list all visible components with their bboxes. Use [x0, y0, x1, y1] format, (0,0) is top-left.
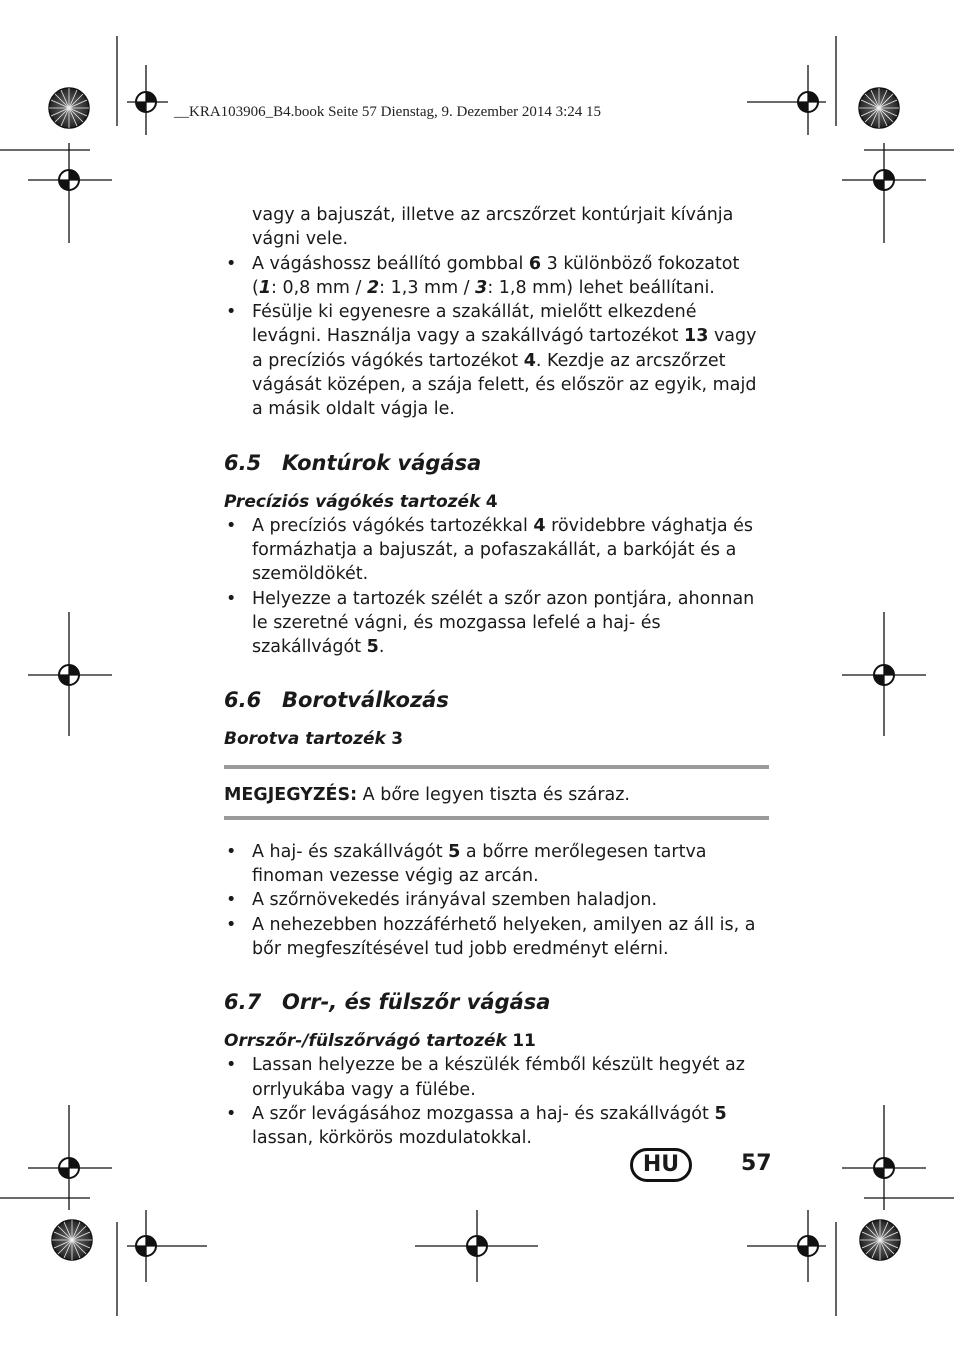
continued-paragraph: vagy a bajuszát, illetve az arcszőrzet kontúrjait kívánja vágni vele. — [252, 205, 734, 250]
list-item: • A szőr levágásához mozgassa a haj- és szakállvágót 5 lassan, körkörös mozdulatokkal. — [224, 1102, 769, 1151]
section-heading-6-5: 6.5 Kontúrok vágása — [224, 450, 482, 475]
list-item: • A haj- és szakállvágót 5 a bőrre merőlegesen tartva finoman vezesse végig az arcán. — [224, 840, 769, 889]
list-item: • Lassan helyezze be a készülék fémből készült hegyét az orrlyukába vagy a fülébe. — [224, 1053, 769, 1102]
list-item: • Helyezze a tartozék szélét a szőr azon pontjára, ahonnan le szeretné vágni, és mozgassa lefelé a haj- és szakállvágót 5. — [224, 587, 769, 660]
note-box — [224, 783, 769, 807]
note-text: A bőre legyen tiszta és száraz. — [357, 785, 630, 806]
list-item: • A vágáshossz beállító gombbal 6 3 különböző fokozatot (1: 0,8 mm / 2: 1,3 mm / 3: 1,8 mm) lehet beállítani. — [224, 252, 769, 301]
subheading-precision-trimmer: Precíziós vágókés tartozék 4 — [224, 491, 498, 512]
list-item: • A nehezebben hozzáférhető helyeken, amilyen az áll is, a bőr megfeszítésével tud jobb eredményt elérni. — [224, 913, 769, 962]
note-label: MEGJEGYZÉS: — [224, 785, 358, 806]
language-badge: HU — [630, 1148, 692, 1182]
list-item: • A szőrnövekedés irányával szemben haladjon. — [224, 888, 769, 912]
subheading-shaver: Borotva tartozék 3 — [224, 729, 404, 750]
note-top-rule — [224, 765, 769, 769]
section-heading-6-6: 6.6 Borotválkozás — [224, 688, 449, 713]
page-content — [224, 203, 769, 1150]
section-heading-6-7: 6.7 Orr-, és fülszőr vágása — [224, 990, 551, 1015]
list-item: • A precíziós vágókés tartozékkal 4 rövidebbre vághatja és formázhatja a bajuszát, a pofaszakállát, a barkóját és a szemöldökét. — [224, 514, 769, 587]
subheading-nose-ear-trimmer: Orrszőr-/fülszőrvágó tartozék 11 — [224, 1031, 536, 1052]
list-item: • Fésülje ki egyenesre a szakállát, mielőtt elkezdené levágni. Használja vagy a szakállvágó tartozékot 13 vagy a precíziós vágókés tartozékot 4. Kezdje az arcszőrzet vágását középen, a szája felett, és először az egyik, majd a másik oldalt vágja le. — [224, 300, 769, 421]
page-number: 57 — [741, 1151, 772, 1176]
book-info-header: __KRA103906_B4.book Seite 57 Dienstag, 9. Dezember 2014 3:24 15 — [174, 104, 602, 120]
note-bottom-rule — [224, 816, 769, 820]
